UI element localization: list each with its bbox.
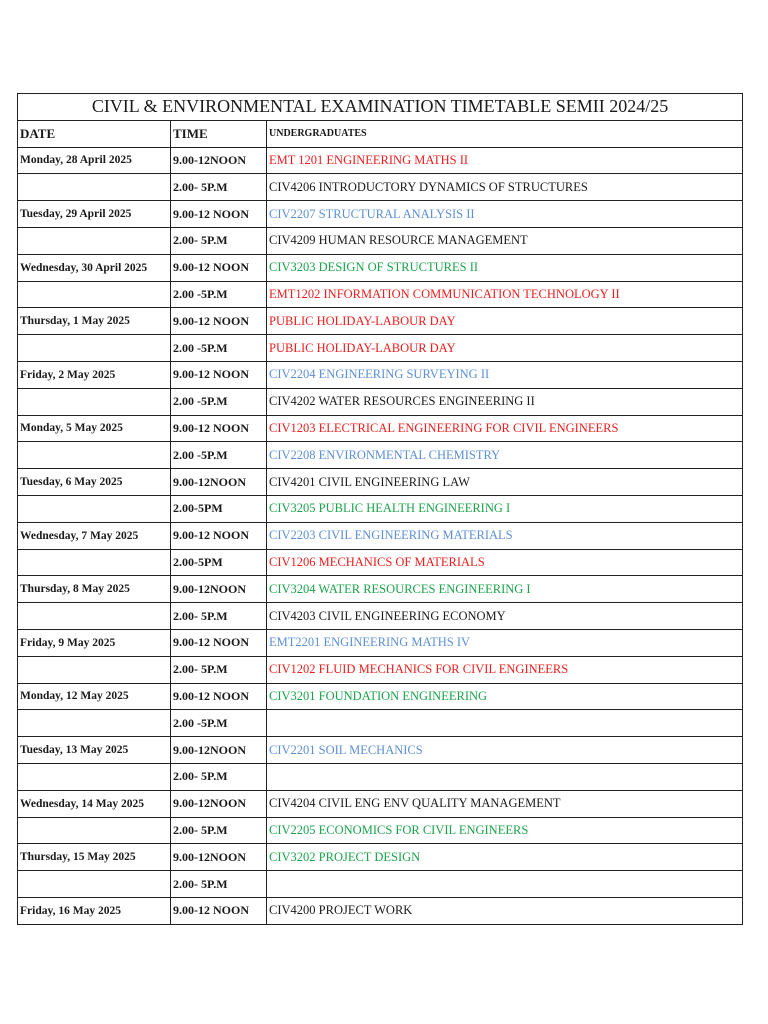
course-column-header: UNDERGRADUATES <box>267 120 743 147</box>
table-row <box>18 281 743 308</box>
exam-course: CIV1203 ELECTRICAL ENGINEERING FOR CIVIL ENGINEERS <box>267 415 743 442</box>
table-row <box>18 254 743 281</box>
exam-time: 9.00-12NOON <box>171 469 267 496</box>
exam-date <box>18 871 171 898</box>
exam-date <box>18 388 171 415</box>
title-row <box>18 94 743 121</box>
table-row <box>18 469 743 496</box>
exam-course <box>267 871 743 898</box>
exam-course: CIV4209 HUMAN RESOURCE MANAGEMENT <box>267 227 743 254</box>
exam-date: Wednesday, 30 April 2025 <box>18 254 171 281</box>
exam-time: 2.00- 5P.M <box>171 603 267 630</box>
exam-time: 2.00 -5P.M <box>171 281 267 308</box>
exam-date: Friday, 16 May 2025 <box>18 897 171 924</box>
exam-date <box>18 710 171 737</box>
date-column-header: DATE <box>18 120 171 147</box>
exam-course: CIV2208 ENVIRONMENTAL CHEMISTRY <box>267 442 743 469</box>
exam-course <box>267 710 743 737</box>
timetable-body <box>18 147 743 924</box>
exam-course: CIV2205 ECONOMICS FOR CIVIL ENGINEERS <box>267 817 743 844</box>
exam-course: CIV2203 CIVIL ENGINEERING MATERIALS <box>267 522 743 549</box>
exam-course: EMT1202 INFORMATION COMMUNICATION TECHNOLOGY II <box>267 281 743 308</box>
exam-course: CIV2207 STRUCTURAL ANALYSIS II <box>267 201 743 228</box>
exam-date: Tuesday, 6 May 2025 <box>18 469 171 496</box>
exam-date <box>18 817 171 844</box>
exam-time: 2.00 -5P.M <box>171 442 267 469</box>
exam-time: 2.00- 5P.M <box>171 227 267 254</box>
exam-date <box>18 603 171 630</box>
exam-date <box>18 174 171 201</box>
exam-date: Friday, 9 May 2025 <box>18 629 171 656</box>
exam-date <box>18 656 171 683</box>
table-row <box>18 335 743 362</box>
table-row <box>18 897 743 924</box>
table-row <box>18 308 743 335</box>
exam-course: EMT2201 ENGINEERING MATHS IV <box>267 629 743 656</box>
exam-time: 2.00- 5P.M <box>171 656 267 683</box>
exam-time: 2.00- 5P.M <box>171 763 267 790</box>
exam-course: CIV4203 CIVIL ENGINEERING ECONOMY <box>267 603 743 630</box>
exam-date <box>18 227 171 254</box>
exam-time: 9.00-12 NOON <box>171 522 267 549</box>
exam-date: Tuesday, 29 April 2025 <box>18 201 171 228</box>
exam-date <box>18 281 171 308</box>
table-row <box>18 201 743 228</box>
exam-course: CIV4202 WATER RESOURCES ENGINEERING II <box>267 388 743 415</box>
exam-time: 9.00-12 NOON <box>171 415 267 442</box>
table-row <box>18 656 743 683</box>
exam-time: 9.00-12NOON <box>171 790 267 817</box>
exam-time: 9.00-12 NOON <box>171 254 267 281</box>
exam-course: CIV3204 WATER RESOURCES ENGINEERING I <box>267 576 743 603</box>
exam-course: CIV4200 PROJECT WORK <box>267 897 743 924</box>
exam-course: PUBLIC HOLIDAY-LABOUR DAY <box>267 308 743 335</box>
exam-date: Monday, 28 April 2025 <box>18 147 171 174</box>
table-row <box>18 790 743 817</box>
table-row <box>18 576 743 603</box>
table-row <box>18 817 743 844</box>
exam-time: 9.00-12NOON <box>171 576 267 603</box>
exam-course: CIV3201 FOUNDATION ENGINEERING <box>267 683 743 710</box>
exam-time: 9.00-12NOON <box>171 844 267 871</box>
table-row <box>18 603 743 630</box>
time-column-header: TIME <box>171 120 267 147</box>
table-row <box>18 871 743 898</box>
table-row <box>18 361 743 388</box>
table-row <box>18 683 743 710</box>
table-row <box>18 442 743 469</box>
exam-time: 9.00-12 NOON <box>171 308 267 335</box>
exam-date <box>18 549 171 576</box>
table-row <box>18 629 743 656</box>
exam-course: CIV1202 FLUID MECHANICS FOR CIVIL ENGINEERS <box>267 656 743 683</box>
exam-date: Monday, 12 May 2025 <box>18 683 171 710</box>
exam-time: 2.00 -5P.M <box>171 388 267 415</box>
exam-time: 2.00- 5P.M <box>171 817 267 844</box>
exam-date: Monday, 5 May 2025 <box>18 415 171 442</box>
exam-date <box>18 442 171 469</box>
exam-course: CIV1206 MECHANICS OF MATERIALS <box>267 549 743 576</box>
header-row <box>18 120 743 147</box>
exam-time: 2.00- 5P.M <box>171 174 267 201</box>
exam-course: CIV4204 CIVIL ENG ENV QUALITY MANAGEMENT <box>267 790 743 817</box>
table-row <box>18 495 743 522</box>
exam-time: 9.00-12 NOON <box>171 629 267 656</box>
exam-date: Thursday, 15 May 2025 <box>18 844 171 871</box>
exam-date <box>18 335 171 362</box>
exam-time: 2.00- 5P.M <box>171 871 267 898</box>
exam-time: 2.00-5PM <box>171 495 267 522</box>
table-row <box>18 549 743 576</box>
exam-course: PUBLIC HOLIDAY-LABOUR DAY <box>267 335 743 362</box>
exam-course: CIV3202 PROJECT DESIGN <box>267 844 743 871</box>
exam-time: 9.00-12NOON <box>171 737 267 764</box>
exam-time: 9.00-12 NOON <box>171 683 267 710</box>
table-row <box>18 147 743 174</box>
exam-time: 9.00-12 NOON <box>171 201 267 228</box>
exam-course: CIV4201 CIVIL ENGINEERING LAW <box>267 469 743 496</box>
exam-date: Thursday, 8 May 2025 <box>18 576 171 603</box>
table-row <box>18 844 743 871</box>
exam-time: 2.00-5PM <box>171 549 267 576</box>
table-row <box>18 522 743 549</box>
table-row <box>18 710 743 737</box>
timetable-title: CIVIL & ENVIRONMENTAL EXAMINATION TIMETABLE SEMII 2024/25 <box>18 94 743 121</box>
exam-time: 2.00 -5P.M <box>171 710 267 737</box>
exam-course: CIV2204 ENGINEERING SURVEYING II <box>267 361 743 388</box>
exam-date <box>18 495 171 522</box>
table-row <box>18 737 743 764</box>
table-row <box>18 174 743 201</box>
table-row <box>18 227 743 254</box>
exam-date: Tuesday, 13 May 2025 <box>18 737 171 764</box>
exam-course: CIV3203 DESIGN OF STRUCTURES II <box>267 254 743 281</box>
exam-date <box>18 763 171 790</box>
exam-course: CIV2201 SOIL MECHANICS <box>267 737 743 764</box>
exam-course: CIV3205 PUBLIC HEALTH ENGINEERING I <box>267 495 743 522</box>
exam-timetable <box>17 93 743 925</box>
exam-date: Wednesday, 7 May 2025 <box>18 522 171 549</box>
table-row <box>18 415 743 442</box>
table-row <box>18 388 743 415</box>
exam-time: 2.00 -5P.M <box>171 335 267 362</box>
exam-time: 9.00-12 NOON <box>171 361 267 388</box>
exam-time: 9.00-12NOON <box>171 147 267 174</box>
exam-date: Wednesday, 14 May 2025 <box>18 790 171 817</box>
exam-course: CIV4206 INTRODUCTORY DYNAMICS OF STRUCTURES <box>267 174 743 201</box>
table-row <box>18 763 743 790</box>
exam-date: Friday, 2 May 2025 <box>18 361 171 388</box>
exam-time: 9.00-12 NOON <box>171 897 267 924</box>
exam-course <box>267 763 743 790</box>
exam-date: Thursday, 1 May 2025 <box>18 308 171 335</box>
exam-course: EMT 1201 ENGINEERING MATHS II <box>267 147 743 174</box>
